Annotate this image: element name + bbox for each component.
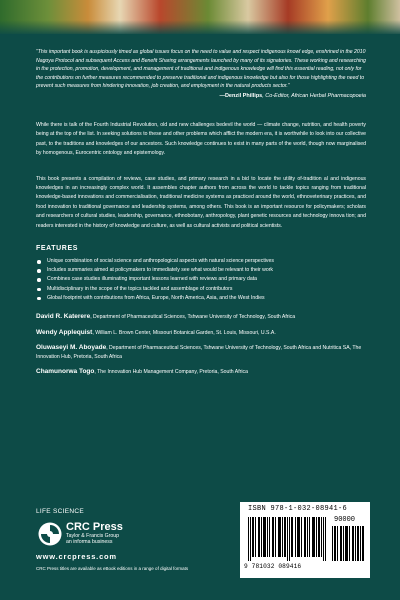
editor-entry [36, 344, 366, 361]
editor-affiliation: , William L. Brown Center, Missouri Botanical Garden, St. Louis, Missouri, U.S.A. [92, 329, 276, 336]
crc-press-logo-icon [38, 522, 62, 546]
publisher-group: Taylor & Francis Group [66, 533, 120, 539]
isbn-barcode [240, 502, 370, 578]
editor-affiliation: , Department of Pharmaceutical Sciences, Tshwane University of Technology, South Africa and Nutritica SA, The Innovation Hub, Pretoria, South Africa [36, 345, 362, 360]
subject-category: LIFE SCIENCE [36, 508, 85, 515]
editor-entry [36, 329, 366, 338]
publisher-business: an informa business [66, 539, 113, 546]
barcode-bars-addon [332, 526, 364, 561]
isbn-text: ISBN 978-1-032-08941-6 [248, 505, 348, 513]
endorsement-quote: “This important book is auspiciously timed as global issues focus on the need to value and respect indigenous knowl edge, enshrined in the 2010 Nagoya Protocol and subsequent Access and Benefit Sharing arrangements launched by many of its signatories. These working and researching in the protection, promotion, development, and management of traditional and indigenous knowledge will find this essential reading, not only for the contributions on further measures recommended to preserve traditional and indigenous knowledge but also for those highlighting the need to prevent such measures from hindering innovation, job creation, and employment in the natural products sector.” [36, 49, 366, 90]
publisher-name-block [66, 521, 123, 545]
features-heading: FEATURES [36, 245, 79, 253]
feature-item: Includes summaries aimed at policymakers to immediately see what would be relevant to their work [36, 266, 366, 275]
cover-photo-strip [0, 0, 400, 34]
editor-entry [36, 313, 366, 322]
feature-item: Unique combination of social science and anthropological aspects with natural science perspectives [36, 257, 366, 266]
description-paragraph-2: This book presents a compilation of reviews, case studies, and primary research in a bid to locate the utility of-tradition al and indigenous knowledges in an increasingly complex world. It assembles chapter authors from across the world to tackle topics ranging from traditional knowledge-based innovations and commercialisation, traditional medicine systems as practiced around the world, ethnoveterinary practices, and food innovation to traditional governance and leadership systems, among others. This book is an important resource for policymakers; scholars and researchers of cultural studies, leadership, governance, ethnobotany, anthropology, plant genetic resources and technology innova tion; and readers interested in the history of knowledge and culture, as well as cultural activists and political scientists. [36, 175, 366, 229]
price-code: 90000 [334, 516, 356, 524]
editor-name: Oluwaseyi M. Aboyade [36, 344, 107, 352]
ebook-note: CRC Press titles are available as eBook editions in a range of digital formats [36, 566, 189, 571]
endorsement-author: —Denzil Phillips [219, 92, 263, 99]
feature-item: Multidisciplinary in the scope of the topics tackled and assemblage of contributors [36, 285, 366, 294]
editor-name: Wendy Applequist [36, 328, 93, 336]
publisher-footer [0, 500, 400, 600]
features-list [36, 257, 366, 303]
publisher-name: CRC Press [66, 521, 123, 533]
barcode-digits: 9 781032 089416 [244, 563, 302, 570]
editor-affiliation: , Department of Pharmaceutical Sciences, Tshwane University of Technology, South Africa [90, 314, 296, 321]
editor-affiliation: , The Innovation Hub Management Company, Pretoria, South Africa [94, 369, 248, 376]
description-paragraph-1: While there is talk of the Fourth Industrial Revolution, old and new challenges bedevil the world — climate change, nutrition, and health poverty being at the top of the list. In seeking solutions to these and other problems which afflict the modern era, it is worthwhile to look into our collective past, to the traditions and knowledges of our ancestors. Such knowledge continues to exist in many parts of the world, though now marginalised by homogenous, Eurocentric ontology and epistemology. [36, 121, 366, 157]
barcode-bars-main [248, 517, 328, 561]
editors-list [36, 313, 366, 377]
feature-item: Combines case studies illuminating important lessons learned with reviews and primary data [36, 275, 366, 284]
editor-name: David R. Katerere [36, 313, 91, 321]
back-cover-content [36, 40, 366, 384]
editor-name: Chamunorwa Togo [36, 368, 95, 376]
feature-item: Global footprint with contributions from Africa, Europe, North America, Asia, and the West Indies [36, 294, 366, 303]
editor-entry [36, 368, 366, 377]
endorsement-attribution [36, 92, 366, 100]
endorsement-role: , Co-Editor, African Herbal Pharmacopoeia [262, 92, 366, 99]
publisher-website: www.crcpress.com [36, 552, 117, 561]
